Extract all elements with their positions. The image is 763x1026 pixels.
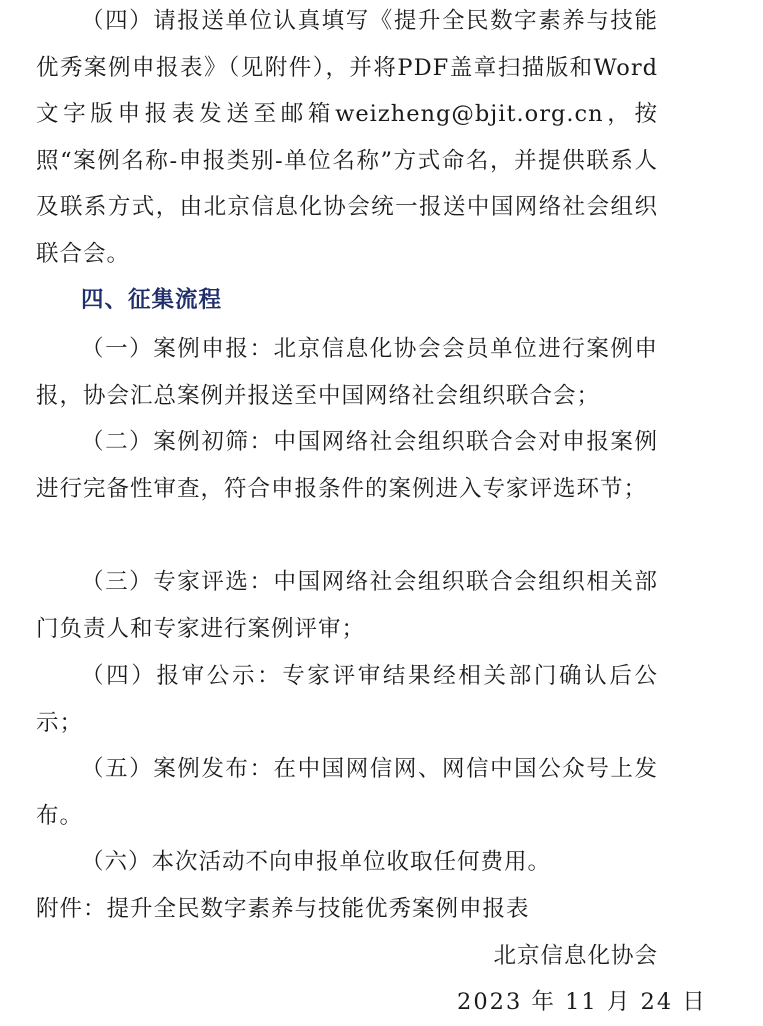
signature-organization: 北京信息化协会 <box>493 943 658 969</box>
step-paragraph-5: （五）案例发布：在中国网信网、网信中国公众号上发布。 <box>36 756 658 829</box>
section-heading: 四、征集流程 <box>81 287 223 313</box>
step-paragraph-3: （三）专家评选：中国网络社会组织联合会组织相关部门负责人和专家进行案例评审； <box>36 569 658 642</box>
step-paragraph-6: （六）本次活动不向申报单位收取任何费用。 <box>81 849 552 875</box>
attachment-line: 附件：提升全民数字素养与技能优秀案例申报表 <box>36 896 530 922</box>
step-paragraph-4: （四）报审公示：专家评审结果经相关部门确认后公示； <box>36 663 658 736</box>
signature-date: 2023 年 11 月 24 日 <box>457 989 707 1015</box>
step-paragraph-1: （一）案例申报：北京信息化协会会员单位进行案例申报，协会汇总案例并报送至中国网络社会组织联合会； <box>36 336 658 409</box>
submission-paragraph: （四）请报送单位认真填写《提升全民数字素养与技能优秀案例申报表》（见附件），并将PDF盖章扫描版和Word文字版申报表发送至邮箱weizheng@bjit.org.cn，按照“案例名称-申报类别-单位名称”方式命名，并提供联系人及联系方式，由北京信息化协会统一报送中国网络社会组织联合会。 <box>36 8 658 267</box>
step-paragraph-2: （二）案例初筛：中国网络社会组织联合会对申报案例进行完备性审查，符合申报条件的案例进入专家评选环节； <box>36 429 658 502</box>
